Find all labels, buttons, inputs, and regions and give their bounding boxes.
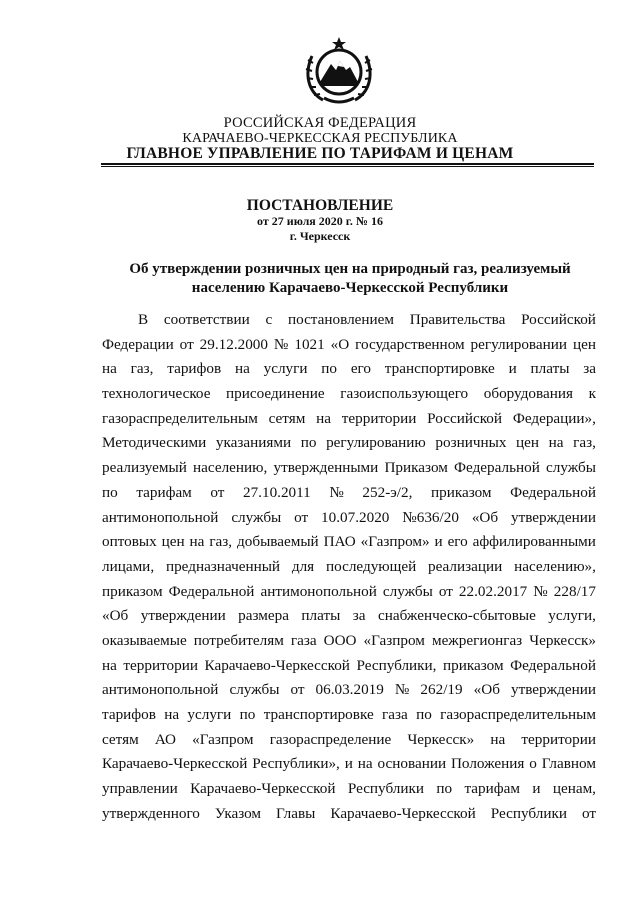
body-word: № <box>329 483 344 501</box>
body-word: 228/17 <box>553 582 596 600</box>
body-line <box>102 431 596 456</box>
body-word: утвержденными <box>273 459 379 477</box>
body-word: ценам, <box>552 780 596 798</box>
body-word: на <box>357 755 373 773</box>
body-word: присоединение <box>226 385 325 403</box>
body-word: службы <box>382 582 433 600</box>
body-word: 27.10.2011 <box>242 483 311 501</box>
subject-line: Об утверждении розничных цен на природный газ, реализуемый <box>129 261 571 277</box>
body-word: № <box>273 335 289 353</box>
body-word: по <box>416 706 432 723</box>
body-word: оказываемые <box>102 631 187 649</box>
body-line <box>102 456 596 481</box>
body-word: Главы <box>276 804 316 822</box>
body-word: межрегионгаз <box>431 631 523 649</box>
body-line <box>102 357 596 382</box>
body-word: от <box>179 335 194 353</box>
body-word: Федерации <box>102 335 174 353</box>
body-word: Республики», <box>252 755 340 773</box>
body-word: реализации <box>428 557 503 575</box>
body-line <box>102 481 596 506</box>
body-word: Главном <box>541 755 596 773</box>
body-word: Приказом <box>384 459 448 477</box>
body-word: 29.12.2000 <box>199 335 268 353</box>
body-word: добываемый <box>237 533 319 551</box>
body-word: аффилированными <box>472 533 596 551</box>
header-country: РОССИЙСКАЯ ФЕДЕРАЦИЯ <box>223 115 417 131</box>
body-word: ООО <box>323 631 357 649</box>
body-word: газ, <box>209 533 233 551</box>
body-line <box>102 580 596 605</box>
body-word: цен <box>516 434 540 452</box>
body-word: услуги <box>187 706 232 723</box>
body-word: снабженческо-сбытовые <box>377 607 536 625</box>
decree-subject <box>110 260 590 298</box>
body-word: транспортировке <box>384 360 495 378</box>
body-word: приказом <box>430 483 492 501</box>
body-word: территории <box>123 656 198 674</box>
body-word: Федеральной <box>510 483 596 501</box>
body-word: территории <box>341 409 417 427</box>
body-word: по <box>321 360 338 378</box>
body-word: населению, <box>193 459 268 477</box>
body-line <box>102 308 596 333</box>
body-word: соответствии <box>163 311 250 328</box>
body-line <box>102 654 596 679</box>
body-word: «Газпром <box>363 631 425 649</box>
body-word: «Об <box>102 607 129 625</box>
body-word: тарифам <box>136 483 192 501</box>
body-word: и <box>344 755 353 773</box>
body-word: реализуемый <box>102 459 187 477</box>
body-word: Указом <box>214 804 262 822</box>
body-line <box>102 678 596 703</box>
body-word: Карачаево-Черкесской <box>330 804 476 822</box>
body-word: Карачаево-Черкесской <box>102 755 248 773</box>
body-word: «Об <box>471 508 499 526</box>
body-word: его <box>350 360 371 378</box>
body-line <box>102 382 596 407</box>
body-word: Республики, <box>356 656 437 674</box>
body-word: на <box>548 434 564 452</box>
body-line <box>102 728 596 753</box>
body-word: от <box>581 804 596 822</box>
body-word: указаниями <box>215 434 292 452</box>
body-word: Республики <box>490 804 567 822</box>
body-word: ПАО <box>323 533 356 551</box>
body-word: технологическое <box>102 385 211 403</box>
header-rule <box>101 163 594 165</box>
body-word: №636/20 <box>402 508 459 526</box>
body-word: на <box>234 360 250 378</box>
body-word: 10.07.2020 <box>321 508 390 526</box>
body-word: и <box>532 780 541 798</box>
body-word: Российской <box>521 311 596 328</box>
decree-title: ПОСТАНОВЛЕНИЕ <box>246 197 394 214</box>
body-word: тарифов <box>102 706 156 723</box>
body-word: по <box>102 483 118 501</box>
body-line <box>102 604 596 629</box>
body-word: службы <box>546 459 596 477</box>
body-word: «Газпром» <box>360 533 430 551</box>
body-word: «Об <box>473 681 500 699</box>
body-word: постановлением <box>287 311 394 328</box>
body-word: приказом <box>443 656 504 674</box>
body-word: Методическими <box>102 434 207 452</box>
decree-date: от 27 июля 2020 г. № 16 <box>257 214 383 228</box>
body-word: лицами, <box>102 557 155 575</box>
body-line <box>102 802 596 827</box>
body-line <box>102 407 596 432</box>
body-word: от <box>210 483 225 501</box>
body-word: газораспределительным <box>102 409 258 427</box>
body-word: 1021 <box>294 335 325 353</box>
body-word: на <box>189 533 205 551</box>
body-word: сетям <box>268 409 306 427</box>
body-word: для <box>291 557 315 575</box>
body-word: о <box>529 755 537 773</box>
body-word: последующей <box>326 557 417 575</box>
body-word: розничных <box>435 434 507 452</box>
body-word: антимонопольной <box>102 508 219 526</box>
body-word: В <box>138 311 149 328</box>
body-word: Положения <box>450 755 525 773</box>
body-word: от <box>294 508 309 526</box>
body-word: за <box>583 360 596 378</box>
body-word: на <box>490 730 506 748</box>
body-word: антимонопольной <box>260 582 377 600</box>
body-word: на <box>102 656 117 674</box>
body-word: № <box>533 582 548 600</box>
body-word: газораспределение <box>269 730 392 748</box>
body-word: территории <box>521 730 596 748</box>
body-word: услуги <box>263 360 308 378</box>
body-word: и <box>434 533 443 551</box>
header-agency: ГЛАВНОЕ УПРАВЛЕНИЕ ПО ТАРИФАМ И ЦЕНАМ <box>126 145 514 162</box>
body-word: платы <box>301 607 341 625</box>
body-word: управлении <box>102 780 178 798</box>
body-word: по <box>300 434 317 452</box>
body-word: Федерации», <box>512 409 596 427</box>
body-word: службы <box>229 681 280 699</box>
body-word: утверждении <box>510 508 596 526</box>
body-word: утверждении <box>510 681 596 699</box>
header-republic: КАРАЧАЕВО-ЧЕРКЕССКАЯ РЕСПУБЛИКА <box>182 131 458 146</box>
body-word: газоиспользующего <box>340 385 469 403</box>
body-word: на <box>164 706 180 723</box>
body-word: регулированию <box>326 434 426 452</box>
body-word: Черкесск» <box>407 730 475 748</box>
body-line <box>102 629 596 654</box>
body-word: газа <box>382 706 408 723</box>
body-word: № <box>394 681 410 699</box>
body-word: и <box>508 360 517 378</box>
body-word: антимонопольной <box>102 681 219 699</box>
body-line <box>102 530 596 555</box>
body-word: тарифов <box>167 360 222 378</box>
body-word: утверждении <box>140 607 226 625</box>
body-word: к <box>588 385 596 403</box>
decree-city: г. Черкесск <box>289 229 351 243</box>
body-word: газораспределительным <box>440 706 596 723</box>
body-word: с <box>265 311 273 328</box>
body-word: предназначенный <box>165 557 281 575</box>
body-word: 262/19 <box>420 681 463 699</box>
body-word: цен <box>161 533 185 551</box>
body-word: утвержденного <box>102 804 200 822</box>
body-word: 22.02.2017 <box>458 582 528 600</box>
body-word: платы <box>530 360 570 378</box>
body-word: от <box>290 681 305 699</box>
body-word: сетям <box>102 730 139 748</box>
body-word: приказом <box>102 582 163 600</box>
body-word: Республики <box>347 780 425 798</box>
body-word: цен <box>572 335 596 353</box>
body-word: оборудования <box>483 385 573 403</box>
body-word: 252-э/2, <box>362 483 413 501</box>
body-word: от <box>438 582 453 600</box>
body-word: оптовых <box>102 533 157 551</box>
body-word: основании <box>377 755 447 773</box>
body-line <box>102 555 596 580</box>
body-word: регулировании <box>470 335 568 353</box>
body-word: Российской <box>427 409 503 427</box>
body-word: Правительства <box>409 311 506 328</box>
body-word: газ, <box>130 360 154 378</box>
body-word: Карачаево-Черкесской <box>204 656 350 674</box>
body-word: АО <box>154 730 177 748</box>
body-word: услуги, <box>548 607 596 625</box>
body-line <box>102 703 596 728</box>
body-word: на <box>102 360 117 378</box>
body-word: государственном <box>355 335 465 353</box>
document-body <box>102 308 596 826</box>
body-word: по <box>239 706 256 723</box>
body-word: 06.03.2019 <box>315 681 384 699</box>
body-word: за <box>352 607 366 625</box>
body-word: по <box>436 780 453 798</box>
body-word: Федеральной <box>454 459 540 477</box>
body-word: Федеральной <box>510 656 596 674</box>
body-word: «О <box>330 335 350 353</box>
body-word: транспортировке <box>263 706 374 723</box>
body-word: населению», <box>514 557 596 575</box>
body-word: тарифам <box>464 780 520 798</box>
body-word: Карачаево-Черкесской <box>190 780 336 798</box>
body-word: «Газпром <box>192 730 254 748</box>
body-line <box>102 506 596 531</box>
body-word: потребителям <box>193 631 284 649</box>
body-word: на <box>316 409 331 427</box>
body-line <box>102 777 596 802</box>
header-rule-thin <box>101 166 594 167</box>
body-line <box>102 333 596 358</box>
body-word: службы <box>231 508 282 526</box>
body-word: Федеральной <box>168 582 255 600</box>
body-word: газ, <box>573 434 596 452</box>
body-word: Черкесск» <box>529 631 596 649</box>
subject-line: населению Карачаево-Черкесской Республики <box>191 280 509 296</box>
body-word: газа <box>290 631 317 649</box>
coat-of-arms-icon <box>296 34 382 108</box>
body-line <box>102 752 596 777</box>
body-word: его <box>447 533 468 551</box>
body-word: размера <box>238 607 289 625</box>
